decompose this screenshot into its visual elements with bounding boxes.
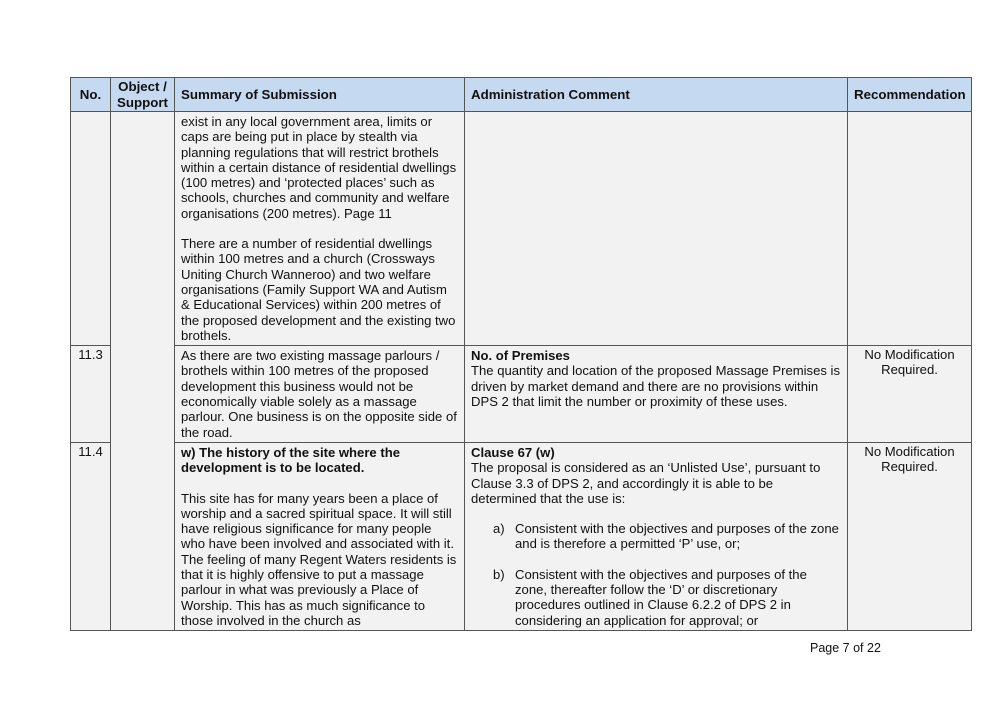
object-support-cell bbox=[111, 112, 175, 631]
header-summary: Summary of Submission bbox=[175, 78, 465, 112]
summary-cell bbox=[175, 442, 465, 630]
row-number bbox=[71, 112, 111, 346]
summary-paragraph: As there are two existing massage parlours / brothels within 100 metres of the proposed development this business would not be economically viable solely as a massage parlour. One business is on the opposite side of the road. bbox=[181, 348, 457, 440]
table-row bbox=[71, 112, 972, 346]
admin-comment-cell bbox=[465, 346, 848, 443]
submissions-table bbox=[70, 77, 972, 631]
recommendation-cell: No Modification Required. bbox=[848, 346, 972, 443]
header-object-support: Object / Support bbox=[111, 78, 175, 112]
list-item-text: Consistent with the objectives and purposes of the zone and is therefore a permitted ‘P’ use, or; bbox=[515, 521, 839, 552]
summary-cell bbox=[175, 112, 465, 346]
table-row bbox=[71, 346, 972, 443]
list-item-label: b) bbox=[493, 566, 505, 582]
header-recommendation: Recommendation bbox=[848, 78, 972, 112]
row-number: 11.3 bbox=[71, 346, 111, 443]
recommendation-cell: No Modification Required. bbox=[848, 442, 972, 630]
comment-list bbox=[471, 521, 841, 628]
list-item bbox=[471, 567, 841, 628]
list-item-text: Consistent with the objectives and purposes of the zone, thereafter follow the ‘D’ or discretionary procedures outlined in Clause 6.2.2 of DPS 2 in considering an application for approval; or bbox=[515, 566, 807, 628]
summary-paragraph: There are a number of residential dwellings within 100 metres and a church (Crossways Uniting Church Wanneroo) and two welfare organisations (Family Support WA and Autism & Educational Services) within 200 metres of the proposed development and the existing two brothels. bbox=[181, 236, 456, 343]
summary-paragraph: This site has for many years been a place of worship and a sacred spiritual space. It will still have religious significance for many people who have been involved and associated with it. The feeling of many Regent Waters residents is that it is highly offensive to put a massage parlour in what was previously a Place of Worship. This has as much significance to those involved in the church as bbox=[181, 490, 457, 628]
header-admin-comment: Administration Comment bbox=[465, 78, 848, 112]
comment-heading: Clause 67 (w) bbox=[471, 444, 555, 460]
admin-comment-cell bbox=[465, 112, 848, 346]
header-no: No. bbox=[71, 78, 111, 112]
summary-paragraph: exist in any local government area, limits or caps are being put in place by stealth via planning regulations that will restrict brothels within a certain distance of residential dwellings (100 metres) and ‘protected places’ such as schools, churches and community and welfare organisations (200 metres). Page 11 bbox=[181, 114, 457, 221]
recommendation-cell bbox=[848, 112, 972, 346]
header-row bbox=[71, 78, 972, 112]
comment-text: The proposal is considered as an ‘Unlisted Use’, pursuant to Clause 3.3 of DPS 2, and accordingly it is able to be determined that the use is: bbox=[471, 460, 821, 506]
summary-cell bbox=[175, 346, 465, 443]
comment-heading: No. of Premises bbox=[471, 348, 570, 364]
comment-text: The quantity and location of the proposed Massage Premises is driven by market demand and there are no provisions within DPS 2 that limit the number or proximity of these uses. bbox=[471, 363, 841, 410]
admin-comment-cell bbox=[465, 442, 848, 630]
list-spacer bbox=[471, 552, 841, 567]
table-row bbox=[71, 442, 972, 630]
row-number: 11.4 bbox=[71, 442, 111, 630]
page-number: Page 7 of 22 bbox=[810, 641, 881, 655]
list-item bbox=[471, 521, 841, 552]
list-item-label: a) bbox=[493, 521, 505, 537]
summary-heading: w) The history of the site where the development is to be located. bbox=[181, 444, 400, 476]
